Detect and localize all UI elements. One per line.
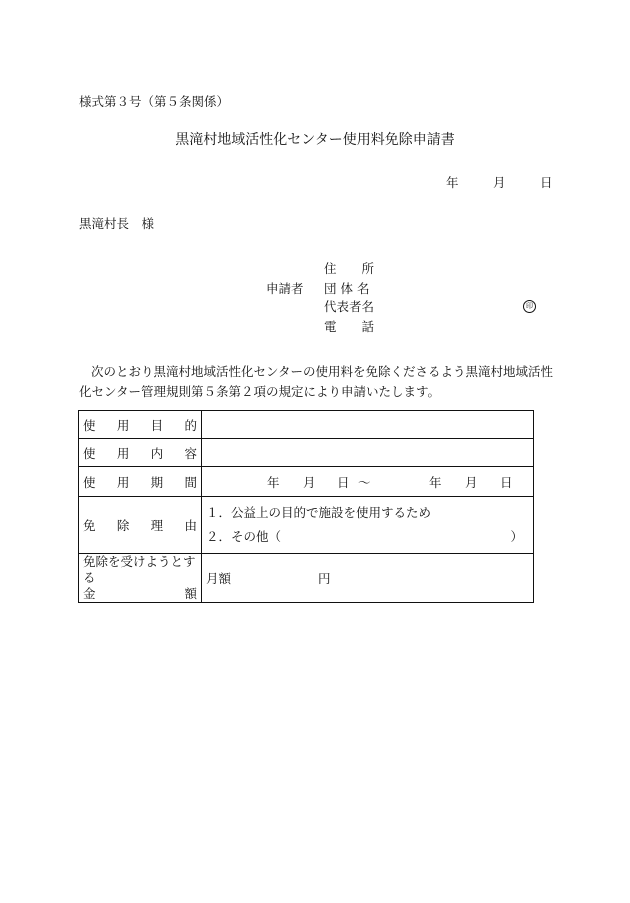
period-start-month: 月 [303,474,316,490]
label-char: 内 [150,445,164,461]
label-char: 間 [184,474,197,490]
period-end-day: 日 [500,474,513,490]
amount-label-line1: 免除を受けようとする [83,554,196,585]
label-char: 期 [150,474,164,490]
period-field[interactable] [202,467,534,497]
label-char: 容 [184,445,197,461]
period-end-month: 月 [465,474,478,490]
amount-prefix: 月額 [206,571,232,586]
reason-field [202,497,534,554]
label-char: 除 [116,518,130,533]
addressee: 黒滝村長 様 [79,216,155,231]
label-char: 用 [116,445,130,461]
content-label [79,439,202,467]
label-char: 由 [184,518,197,533]
amount-field[interactable] [202,554,534,603]
label-char: 額 [184,586,197,601]
reason-label [79,497,202,554]
label-char: 目 [150,417,164,433]
period-start-day: 日 [337,474,350,490]
purpose-label [79,411,202,439]
content-field[interactable] [202,439,534,467]
request-statement: 次のとおり黒滝村地域活性化センターの使用料を免除くださるよう黒滝村地域活性化センター管理規則第５条第２項の規定により申請いたします。 [79,364,554,399]
amount-unit: 円 [318,571,331,586]
period-tilde: 〜 [358,474,371,490]
label-char: 用 [116,474,130,490]
document-title: 黒滝村地域活性化センター使用料免除申請書 [175,132,455,148]
date-day: 日 [540,175,553,190]
period-start-year: 年 [267,474,280,490]
purpose-field[interactable] [202,411,534,439]
label-char: 金 [83,586,96,601]
label-char: 的 [184,417,197,433]
application-table [78,410,534,603]
row-amount [79,554,534,603]
phone-label: 電 話 [324,319,375,334]
date-month: 月 [493,175,506,190]
group-name-label: 団 体 名 [324,281,370,296]
date-year: 年 [446,175,459,190]
label-char: 使 [83,474,96,490]
form-number: 様式第３号（第５条関係） [79,94,230,109]
amount-label [79,554,202,603]
representative-label: 代表者名 [324,299,375,314]
period-end-year: 年 [429,474,442,490]
reason-other-close: ） [510,529,523,544]
label-char: 使 [83,445,96,461]
row-content [79,439,534,467]
row-period [79,467,534,497]
reason-option-2[interactable] [206,525,529,549]
row-purpose [79,411,534,439]
reason-other-label: ２．その他（ [206,529,282,544]
row-reason [79,497,534,554]
applicant-label: 申請者 [266,281,304,296]
label-char: 用 [116,417,130,433]
period-label [79,467,202,497]
address-label: 住 所 [324,261,375,276]
reason-option-1[interactable]: １．公益上の目的で施設を使用するため [206,505,432,520]
label-char: 使 [83,417,96,433]
seal-icon: 印 [523,300,536,313]
label-char: 理 [150,518,164,533]
label-char: 免 [83,518,96,533]
